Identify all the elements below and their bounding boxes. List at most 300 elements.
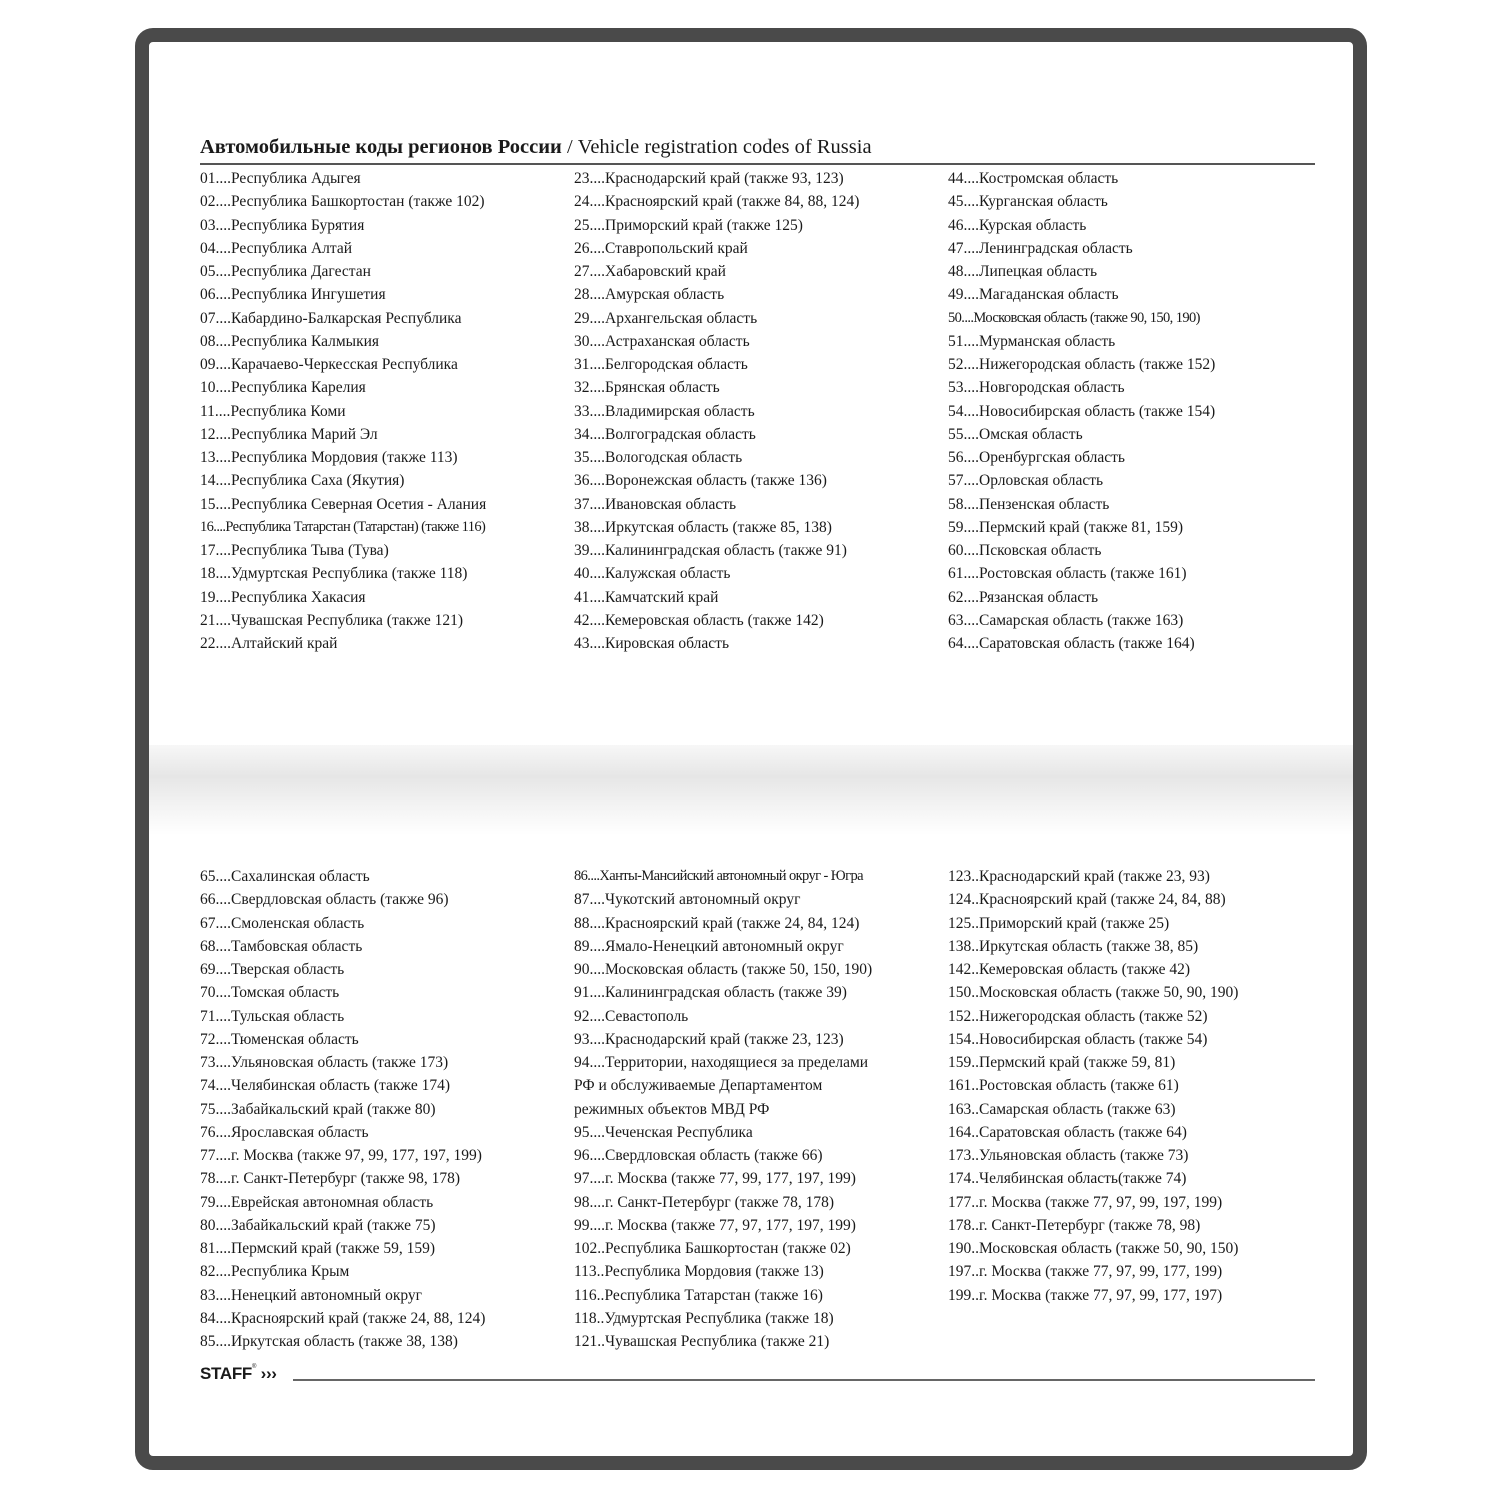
region-name: Приморский край (также 125) [605, 216, 803, 234]
region-row [948, 400, 1215, 423]
region-code: 01.... [200, 170, 231, 187]
region-code: 46.... [948, 216, 979, 234]
region-code: 45.... [948, 193, 979, 211]
region-name: Тюменская область [231, 1030, 359, 1048]
region-row [200, 1260, 485, 1283]
region-row [948, 1051, 1238, 1074]
region-name: Амурская область [605, 286, 725, 304]
region-row [200, 493, 486, 516]
region-row [200, 609, 486, 632]
region-name: Республика Коми [230, 402, 346, 420]
region-row [574, 1074, 872, 1097]
top-column-2 [574, 167, 859, 655]
region-row [948, 493, 1215, 516]
bottom-column-3 [948, 865, 1238, 1307]
region-row [574, 1028, 872, 1051]
region-row [200, 516, 486, 539]
region-code: 152.. [948, 1007, 979, 1025]
region-row [948, 469, 1215, 492]
region-code: 35.... [574, 449, 605, 466]
region-name: г. Санкт-Петербург (также 78, 178) [605, 1193, 835, 1211]
region-name: Ленинградская область [979, 239, 1133, 257]
region-row [948, 609, 1215, 632]
region-row [200, 935, 485, 958]
region-name: Липецкая область [979, 263, 1098, 280]
page-title [200, 136, 872, 159]
region-row [200, 283, 486, 306]
registered-mark: ® [252, 1364, 257, 1370]
region-name: Саратовская область (также 164) [979, 635, 1195, 652]
region-name: Тверская область [231, 961, 345, 978]
region-code: 88.... [574, 914, 605, 932]
region-name: Калужская область [605, 565, 731, 583]
region-name: Ульяновская область (также 73) [979, 1147, 1189, 1164]
region-code: 18.... [200, 565, 231, 583]
region-row [948, 1167, 1238, 1190]
region-code: 60.... [948, 542, 979, 559]
region-name: Рязанская область [979, 588, 1099, 606]
region-row [200, 237, 486, 260]
region-row [200, 376, 486, 399]
region-row [200, 1005, 485, 1028]
region-row [200, 1098, 485, 1121]
region-code: 116.. [574, 1286, 605, 1304]
brand-name: STAFF [200, 1364, 253, 1383]
region-row [574, 1005, 872, 1028]
region-name: Республика Саха (Якутия) [231, 472, 405, 490]
region-name: Московская область (также 50, 150, 190) [605, 961, 873, 978]
region-code: 57.... [948, 472, 979, 490]
region-row [200, 1074, 485, 1097]
region-row [574, 562, 859, 585]
bottom-column-2 [574, 865, 872, 1353]
region-row [200, 1144, 485, 1167]
region-name: Удмуртская Республика (также 18) [604, 1309, 834, 1327]
region-name: Республика Башкортостан (также 02) [605, 1240, 851, 1257]
top-column-3 [948, 167, 1215, 655]
region-row [200, 562, 486, 585]
region-name: Республика Дагестан [231, 263, 371, 280]
region-row [574, 376, 859, 399]
region-code: 91.... [574, 984, 605, 1002]
region-code: 74.... [200, 1077, 231, 1095]
region-code: 41.... [574, 588, 605, 606]
region-name: Камчатский край [605, 588, 719, 606]
region-code: 164.. [948, 1123, 979, 1141]
region-name: Республика Бурятия [231, 216, 365, 234]
region-code: 06.... [200, 286, 231, 304]
region-row [574, 1098, 872, 1121]
region-name: Псковская область [979, 542, 1102, 559]
region-name: Вологодская область [605, 449, 743, 466]
region-name: Чукотский автономный округ [605, 891, 801, 909]
region-code: 27.... [574, 263, 605, 280]
region-row [948, 1237, 1238, 1260]
region-name: Ставропольский край [605, 239, 748, 257]
region-name: Нижегородская область (также 52) [979, 1007, 1208, 1025]
region-row [200, 353, 486, 376]
region-row [200, 1051, 485, 1074]
region-name: г. Москва (также 77, 99, 177, 197, 199) [605, 1170, 856, 1188]
region-row [948, 981, 1238, 1004]
region-name: Калининградская область (также 91) [605, 542, 847, 559]
region-name: Республика Карелия [231, 379, 366, 397]
region-row [574, 1144, 872, 1167]
region-code: 02.... [200, 193, 231, 211]
region-code: 08.... [200, 332, 231, 350]
region-row [948, 912, 1238, 935]
region-name: Пензенская область [979, 495, 1110, 513]
region-code: 52.... [948, 356, 979, 373]
region-code: 16.... [200, 518, 226, 535]
region-name: Красноярский край (также 24, 84, 124) [605, 914, 860, 932]
region-name: Архангельская область [605, 309, 758, 327]
region-name: Ростовская область (также 161) [979, 565, 1187, 583]
region-name: Красноярский край (также 24, 88, 124) [231, 1309, 486, 1327]
region-code: 77.... [200, 1147, 231, 1164]
region-name: Республика Адыгея [231, 170, 361, 187]
region-code: 177.. [948, 1193, 979, 1211]
region-row [948, 423, 1215, 446]
region-name: Республика Крым [231, 1263, 350, 1281]
region-row [200, 423, 486, 446]
region-name: Магаданская область [979, 286, 1119, 304]
region-row [574, 586, 859, 609]
region-row [200, 214, 486, 237]
region-code: 68.... [200, 937, 231, 955]
region-code: 24.... [574, 193, 605, 211]
region-code: 61.... [948, 565, 979, 583]
region-row [574, 912, 872, 935]
region-name: Карачаево-Черкесская Республика [231, 356, 458, 373]
region-row [574, 609, 859, 632]
region-row [948, 888, 1238, 911]
region-row [574, 353, 859, 376]
region-row [200, 632, 486, 655]
region-name: Ханты-Мансийский автономный округ - Югра [599, 868, 863, 884]
region-row [948, 376, 1215, 399]
region-code: 32.... [574, 379, 605, 397]
region-row [200, 469, 486, 492]
region-code: 121.. [574, 1333, 605, 1350]
region-name: г. Москва (также 77, 97, 99, 177, 197) [979, 1286, 1223, 1304]
region-row [948, 1214, 1238, 1237]
region-row [948, 1284, 1238, 1307]
region-name: Приморский край (также 25) [979, 914, 1170, 932]
region-code: 95.... [574, 1123, 605, 1141]
region-row [574, 632, 859, 655]
region-name: Республика Мордовия (также 113) [231, 449, 458, 466]
region-name: Кабардино-Балкарская Республика [231, 309, 462, 327]
region-code: 14.... [200, 472, 231, 490]
region-row [948, 260, 1215, 283]
region-row [574, 190, 859, 213]
region-row [574, 1191, 872, 1214]
region-name: Республика Марий Эл [231, 425, 378, 443]
region-row [200, 1284, 485, 1307]
region-name: Новгородская область [979, 379, 1125, 397]
region-row [948, 214, 1215, 237]
region-code: 56.... [948, 449, 979, 466]
region-name: Ярославская область [231, 1123, 369, 1141]
region-row [200, 1214, 485, 1237]
region-row [948, 1098, 1238, 1121]
region-code: 97.... [574, 1170, 605, 1188]
region-code: 34.... [574, 425, 605, 443]
region-row [200, 1167, 485, 1190]
region-row [574, 469, 859, 492]
region-row [200, 888, 485, 911]
region-code: 42.... [574, 611, 605, 629]
region-name: Республика Мордовия (также 13) [604, 1263, 824, 1281]
region-row [574, 330, 859, 353]
region-row [574, 1284, 872, 1307]
region-code: 67.... [200, 914, 231, 932]
region-code: 59.... [948, 518, 979, 536]
region-code: 197.. [948, 1263, 979, 1281]
region-code: 21.... [200, 611, 231, 629]
region-code: 37.... [574, 495, 605, 513]
region-code: 118.. [574, 1309, 605, 1327]
region-name: Московская область (также 90, 150, 190) [973, 309, 1200, 326]
region-code: 10.... [200, 379, 231, 397]
region-name: г. Санкт-Петербург (также 98, 178) [231, 1170, 461, 1188]
region-row [200, 446, 486, 469]
region-code: 39.... [574, 542, 605, 559]
region-name: Ивановская область [605, 495, 737, 513]
region-name: Еврейская автономная область [231, 1193, 434, 1211]
region-code: 63.... [948, 611, 979, 629]
region-code: 161.. [948, 1077, 979, 1095]
region-code: 69.... [200, 961, 231, 978]
region-code: 33.... [574, 402, 605, 420]
region-code: 13.... [200, 449, 231, 466]
region-row [200, 330, 486, 353]
region-row [948, 1144, 1238, 1167]
region-name: г. Москва (также 77, 97, 99, 197, 199) [979, 1193, 1223, 1211]
region-row [948, 283, 1215, 306]
region-code: 29.... [574, 309, 605, 327]
region-row [948, 586, 1215, 609]
region-row [574, 1260, 872, 1283]
region-code: 83.... [200, 1286, 231, 1304]
region-code: 43.... [574, 635, 605, 652]
region-row [948, 1121, 1238, 1144]
region-code: 48.... [948, 263, 979, 280]
region-row [574, 1330, 872, 1353]
region-row [574, 865, 872, 888]
region-name: Чеченская Республика [605, 1123, 753, 1141]
region-row [948, 865, 1238, 888]
region-name: Иркутская область (также 38, 138) [231, 1333, 458, 1350]
region-code: 79.... [200, 1193, 231, 1211]
region-name: Чувашская Республика (также 121) [231, 611, 464, 629]
region-name: Астраханская область [605, 332, 750, 350]
region-name: Краснодарский край (также 23, 93) [979, 868, 1210, 885]
region-row [200, 912, 485, 935]
region-name: Краснодарский край (также 23, 123) [605, 1030, 844, 1048]
region-name: Иркутская область (также 85, 138) [605, 518, 832, 536]
chevrons-icon: ››› [260, 1364, 277, 1383]
region-row [948, 958, 1238, 981]
region-row [574, 260, 859, 283]
region-row [948, 516, 1215, 539]
region-code: 11.... [200, 402, 231, 420]
region-name: Курская область [979, 216, 1087, 234]
region-name: Новосибирская область (также 54) [979, 1030, 1208, 1048]
region-name: Омская область [979, 425, 1083, 443]
region-name: Иркутская область (также 38, 85) [979, 937, 1199, 955]
region-row [200, 958, 485, 981]
region-row [948, 935, 1238, 958]
region-code: 17.... [200, 542, 231, 559]
region-name: Удмуртская Республика (также 118) [231, 565, 468, 583]
region-row [948, 237, 1215, 260]
region-name: Сахалинская область [231, 868, 370, 885]
region-row [948, 307, 1215, 330]
region-code: 51.... [948, 332, 979, 350]
region-name: Мурманская область [979, 332, 1116, 350]
region-name: Костромская область [979, 170, 1119, 187]
region-row [200, 1121, 485, 1144]
region-code: 53.... [948, 379, 979, 397]
region-code: 174.. [948, 1170, 979, 1188]
region-name: Республика Алтай [231, 239, 353, 257]
region-name: Орловская область [979, 472, 1104, 490]
region-name: Краснодарский край (также 93, 123) [605, 170, 844, 187]
region-row [574, 214, 859, 237]
region-code: 09.... [200, 356, 231, 373]
region-row [948, 1191, 1238, 1214]
region-name: Белгородская область [605, 356, 748, 373]
region-name: Владимирская область [605, 402, 755, 420]
region-name: Нижегородская область (также 152) [979, 356, 1216, 373]
region-row [574, 516, 859, 539]
title-rule [200, 163, 1315, 165]
region-name: Севастополь [605, 1007, 689, 1025]
region-code: 58.... [948, 495, 979, 513]
page-fold [149, 745, 1353, 835]
region-name: Свердловская область (также 96) [231, 891, 449, 909]
region-code: 82.... [200, 1263, 231, 1281]
bottom-column-1 [200, 865, 485, 1353]
region-row [574, 981, 872, 1004]
top-column-1 [200, 167, 486, 655]
region-code: 154.. [948, 1030, 979, 1048]
region-name: Самарская область (также 163) [979, 611, 1184, 629]
region-code: 142.. [948, 961, 979, 978]
region-name: Забайкальский край (также 75) [231, 1216, 436, 1234]
region-row [574, 1307, 872, 1330]
region-row [200, 1237, 485, 1260]
region-name: Тамбовская область [231, 937, 363, 955]
region-code: 47.... [948, 239, 979, 257]
region-code: 159.. [948, 1054, 979, 1071]
region-row [948, 539, 1215, 562]
region-code: 90.... [574, 961, 605, 978]
staff-logo [200, 1364, 277, 1384]
region-name: Волгоградская область [605, 425, 756, 443]
region-row [200, 1028, 485, 1051]
region-code: 70.... [200, 984, 231, 1002]
region-row [948, 190, 1215, 213]
region-code: 22.... [200, 635, 231, 652]
region-code: 73.... [200, 1054, 231, 1071]
region-name: Московская область (также 50, 90, 150) [979, 1240, 1239, 1257]
region-row [574, 958, 872, 981]
region-row [948, 167, 1215, 190]
region-name: Чувашская Республика (также 21) [605, 1333, 830, 1350]
region-row [200, 307, 486, 330]
region-row [574, 1121, 872, 1144]
region-name: Калининградская область (также 39) [605, 984, 847, 1002]
region-code: 86.... [574, 868, 600, 884]
region-code: 28.... [574, 286, 605, 304]
region-row [948, 1005, 1238, 1028]
region-name: г. Москва (также 97, 99, 177, 197, 199) [231, 1147, 482, 1164]
region-name: Брянская область [605, 379, 720, 397]
region-code: 92.... [574, 1007, 605, 1025]
region-name: Республика Ингушетия [231, 286, 386, 304]
region-row [200, 586, 486, 609]
region-row [948, 446, 1215, 469]
region-code: 99.... [574, 1216, 605, 1234]
region-name: Хабаровский край [605, 263, 726, 280]
region-row [574, 1167, 872, 1190]
region-code: 113.. [574, 1263, 605, 1281]
region-name: Красноярский край (также 84, 88, 124) [605, 193, 860, 211]
region-code: 89.... [574, 937, 605, 955]
region-code: 44.... [948, 170, 979, 187]
region-row [574, 1214, 872, 1237]
region-name: г. Москва (также 77, 97, 99, 177, 199) [979, 1263, 1223, 1281]
region-row [574, 167, 859, 190]
region-code: 38.... [574, 518, 605, 536]
region-row [948, 353, 1215, 376]
region-row [200, 1191, 485, 1214]
region-name: Алтайский край [231, 635, 338, 652]
region-name: г. Санкт-Петербург (также 78, 98) [979, 1216, 1201, 1234]
region-name: Республика Тыва (Тува) [231, 542, 389, 559]
region-name: Республика Калмыкия [231, 332, 380, 350]
region-code: 85.... [200, 1333, 231, 1350]
region-code: 04.... [200, 239, 231, 257]
region-code: 81.... [200, 1240, 231, 1257]
region-name: Челябинская область(также 74) [979, 1170, 1187, 1188]
region-code: 199.. [948, 1286, 979, 1304]
region-code: 05.... [200, 263, 231, 280]
region-code: 76.... [200, 1123, 231, 1141]
region-row [574, 423, 859, 446]
region-code: 138.. [948, 937, 979, 955]
region-name: Ульяновская область (также 173) [231, 1054, 449, 1071]
region-code: 163.. [948, 1100, 979, 1118]
region-name: режимных объектов МВД РФ [574, 1100, 770, 1118]
region-row [574, 493, 859, 516]
region-row [200, 539, 486, 562]
region-code: 54.... [948, 402, 979, 420]
region-name: Пермский край (также 59, 81) [979, 1054, 1176, 1071]
region-row [948, 1074, 1238, 1097]
region-name: Тульская область [231, 1007, 345, 1025]
region-name: Курганская область [979, 193, 1108, 211]
region-row [574, 935, 872, 958]
region-code: 25.... [574, 216, 605, 234]
region-name: Республика Татарстан (Татарстан) (также 116) [225, 518, 486, 535]
region-code: 80.... [200, 1216, 231, 1234]
region-row [948, 562, 1215, 585]
region-code: 75.... [200, 1100, 231, 1118]
